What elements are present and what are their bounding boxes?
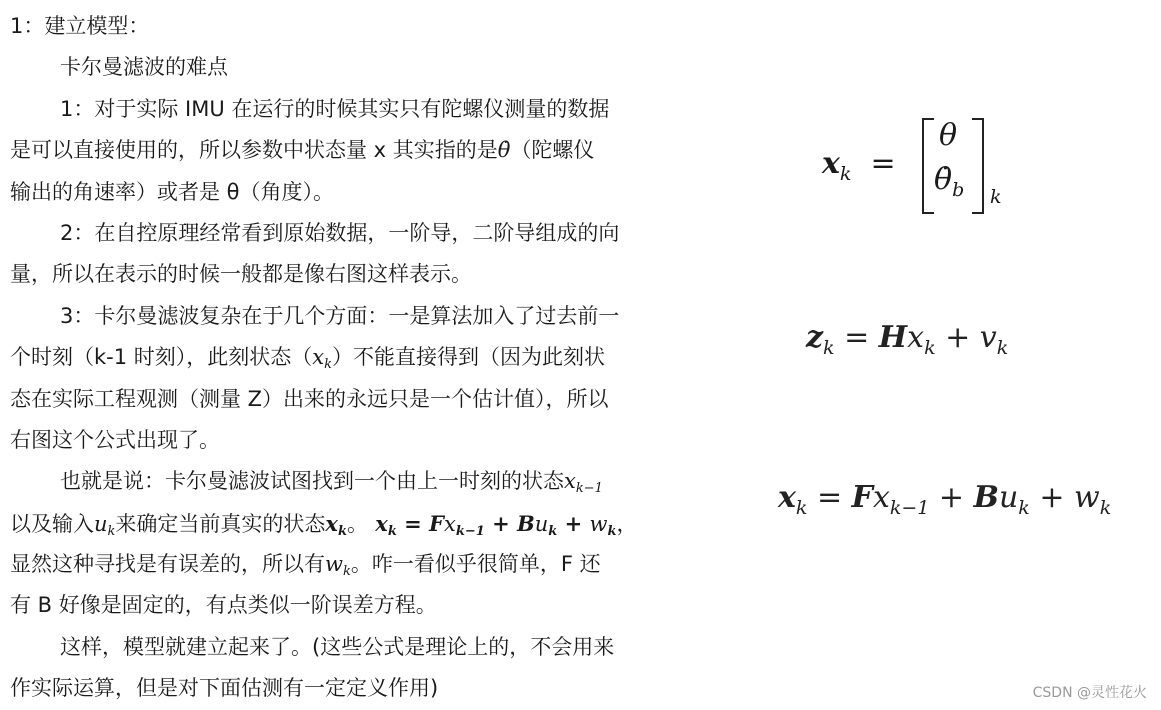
section-heading: 1：建立模型： — [10, 14, 150, 38]
inline-math-xk: $x_k$ — [312, 345, 333, 373]
inline-math-xk-bold: $x_k$ — [325, 510, 347, 539]
matrix-subscript-k: k — [990, 186, 1002, 208]
watermark: CSDN @灵性花火 — [1032, 685, 1147, 701]
paragraph-1-line-3: 输出的角速率）或者是 θ（角度）。 — [10, 179, 335, 204]
paragraph-2-line-1: 2：在自控原理经常看到原始数据，一阶导，二阶导组成的向 — [60, 220, 620, 245]
paragraph-4-line-3: 显然这种寻找是有误差的，所以有$w_k$。咋一看似乎很简单，F 还 — [10, 552, 601, 580]
paragraph-4-line-4: 有 B 好像是固定的，有点类似一阶误差方程。 — [10, 593, 437, 618]
article-body — [10, 6, 690, 710]
paragraph-3-line-3: 态在实际工程观测（测量 Z）出来的永远只是一个估计值），所以 — [10, 386, 609, 411]
paragraph-1-line-1: 1：对于实际 IMU 在运行的时候其实只有陀螺仪测量的数据 — [60, 96, 610, 121]
paragraph-3-line-4: 右图这个公式出现了。 — [10, 427, 220, 452]
inline-math-xk-1: $x_{k-1}$ — [564, 469, 603, 497]
right-bracket — [972, 118, 984, 214]
measurement-equation: $z_k = Hx_k + v_k$ — [806, 320, 1009, 359]
paragraph-3-line-1: 3：卡尔曼滤波复杂在于几个方面：一是算法加入了过去前一 — [60, 303, 620, 328]
matrix-entry-theta: θ — [939, 118, 958, 153]
state-vector-equation: $x_k$ = θ $\thetȧ_b$ k — [822, 118, 1022, 218]
paragraph-5-line-1: 这样，模型就建立起来了。(这些公式是理论上的，不会用来 — [60, 634, 615, 659]
subheading: 卡尔曼滤波的难点 — [60, 55, 228, 80]
paragraph-2-line-2: 量，所以在表示的时候一般都是像右图这样表示。 — [10, 262, 472, 287]
left-bracket — [922, 118, 934, 214]
inline-math-wk: $w_k$ — [325, 552, 351, 580]
paragraph-4-line-1: 也就是说：卡尔曼滤波试图找到一个由上一时刻的状态$x_{k-1}$ — [60, 469, 603, 497]
paragraph-5-line-2: 作实际运算，但是对下面估测有一定定义作用) — [10, 676, 439, 701]
paragraph-1-line-2: 是可以直接使用的，所以参数中状态量 x 其实指的是θ̇（陀螺仪 — [10, 138, 595, 163]
paragraph-4-line-2: 以及输入$u_k$来确定当前真实的状态$x_k$。 $x_k = Fx_{k-1} + Bu_k + w_k$， — [10, 510, 638, 539]
state-transition-equation: $x_k = Fx_{k-1} + Bu_k + w_k$ — [778, 480, 1112, 519]
theta-dot-symbol: θ̇ — [497, 138, 511, 163]
inline-math-uk: $u_k$ — [94, 511, 116, 539]
paragraph-3-line-2: 个时刻（k-1 时刻），此刻状态$(x_k)$不能直接得到（因为此刻状 — [10, 345, 606, 373]
matrix-entry-theta-dot: $\thetȧ_b$ — [934, 162, 965, 201]
inline-math-state-eq: $x_k = Fx_{k-1} + Bu_k + w_k$ — [367, 510, 617, 539]
